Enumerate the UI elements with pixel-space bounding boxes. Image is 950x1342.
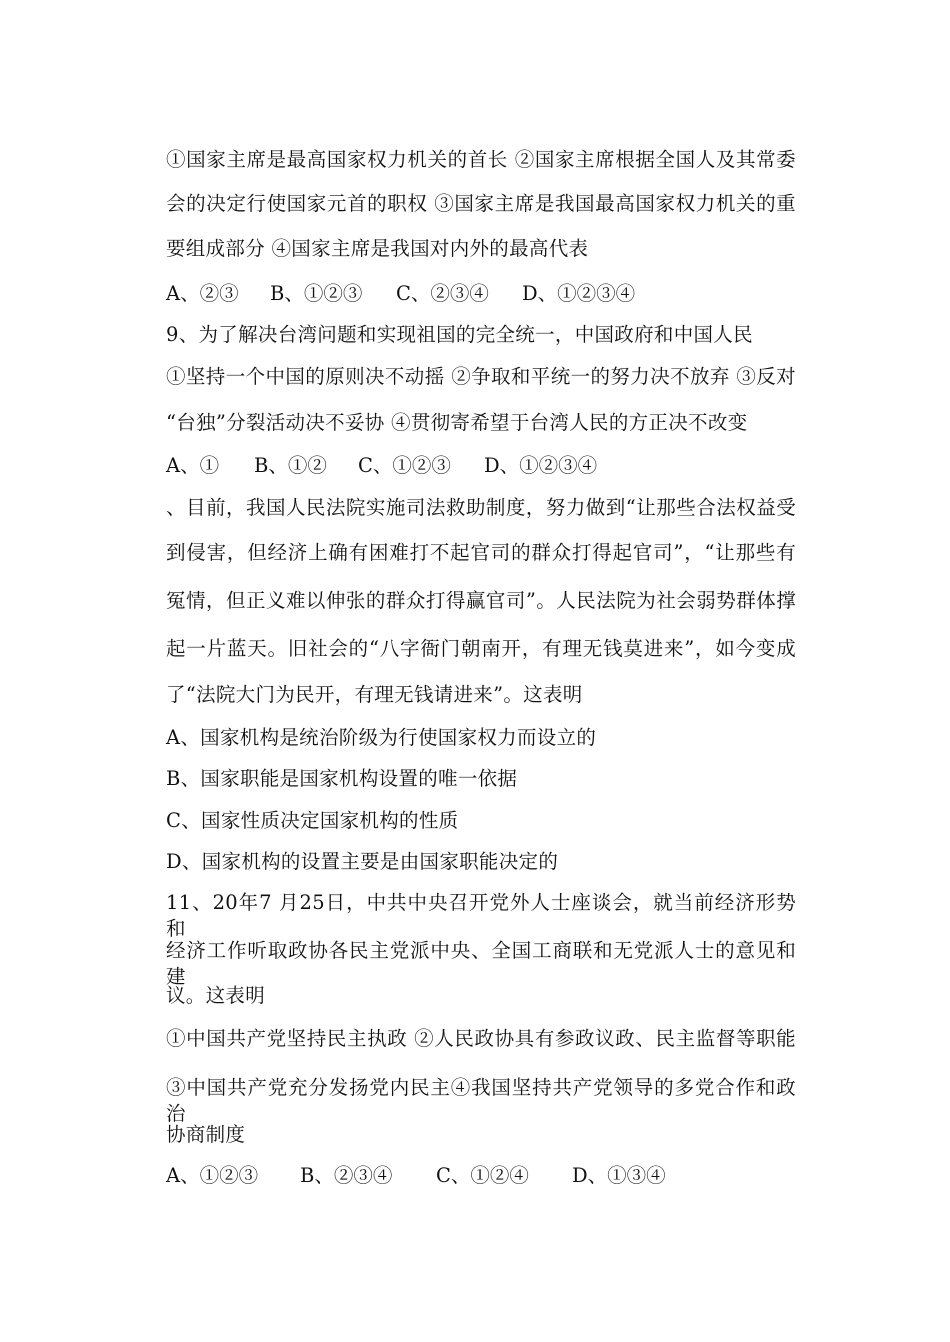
q11-stem-line-2: 经济工作听取政协各民主党派中央、全国工商联和无党派人士的意见和建 [166, 939, 796, 988]
q11-statement-line-2: ③中国共产党充分发扬党内民主④我国坚持共产党领导的多党合作和政治 [166, 1076, 796, 1125]
q9-option-d: D、①②③④ [484, 454, 598, 477]
q8-option-c: C、②③④ [396, 282, 489, 305]
q10-stem-line-5: 了“法院大门为民开，有理无钱请进来”。这表明 [166, 683, 583, 706]
q10-option-b: B、国家职能是国家机构设置的唯一依据 [166, 767, 518, 790]
q11-option-c: C、①②④ [436, 1164, 529, 1187]
q10-option-c: C、国家性质决定国家机构的性质 [166, 809, 459, 832]
q11-option-a: A、①②③ [166, 1164, 259, 1187]
q11-options [166, 1163, 666, 1189]
q10-option-d: D、国家机构的设置主要是由国家职能决定的 [166, 850, 559, 873]
q10-stem-line-2: 到侵害，但经济上确有困难打不起官司的群众打得起官司”，“让那些有 [166, 541, 796, 564]
q10-stem-line-1: 、目前，我国人民法院实施司法救助制度，努力做到“让那些合法权益受 [166, 496, 796, 519]
q8-statement-line-1: ①国家主席是最高国家权力机关的首长 ②国家主席根据全国人及其常委 [166, 148, 796, 171]
q8-option-a: A、②③ [166, 282, 239, 305]
q8-option-b: B、①②③ [270, 282, 363, 305]
q9-option-a: A、① [166, 454, 220, 477]
q11-stem-line-3: 议。这表明 [166, 984, 266, 1007]
q8-options [166, 281, 635, 307]
q9-options [166, 453, 597, 479]
q9-stem: 9、为了解决台湾问题和实现祖国的完全统一，中国政府和中国人民 [166, 323, 753, 346]
q9-statement-line-2: “台独”分裂活动决不妥协 ④贯彻寄希望于台湾人民的方正决不改变 [166, 411, 748, 434]
q11-stem-line-1: 11、20年7 月25日，中共中央召开党外人士座谈会，就当前经济形势和 [166, 891, 796, 940]
q8-option-d: D、①②③④ [522, 282, 636, 305]
q9-statement-line-1: ①坚持一个中国的原则决不动摇 ②争取和平统一的努力决不放弃 ③反对 [166, 365, 796, 388]
q9-option-b: B、①② [254, 454, 327, 477]
q8-statement-line-2: 会的决定行使国家元首的职权 ③国家主席是我国最高国家权力机关的重 [166, 192, 796, 215]
q11-statement-line-3: 协商制度 [166, 1123, 246, 1146]
q10-option-a: A、国家机构是统治阶级为行使国家权力而设立的 [166, 726, 597, 749]
q10-stem-line-4: 起一片蓝天。旧社会的“八字衙门朝南开，有理无钱莫进来”，如今变成 [166, 637, 796, 660]
q9-option-c: C、①②③ [358, 454, 451, 477]
q11-option-d: D、①③④ [572, 1164, 666, 1187]
q8-statement-line-3: 要组成部分 ④国家主席是我国对内外的最高代表 [166, 237, 589, 260]
q11-option-b: B、②③④ [300, 1164, 393, 1187]
q11-statement-line-1: ①中国共产党坚持民主执政 ②人民政协具有参政议政、民主监督等职能 [166, 1027, 796, 1050]
q10-stem-line-3: 冤情，但正义难以伸张的群众打得赢官司”。人民法院为社会弱势群体撑 [166, 589, 796, 612]
